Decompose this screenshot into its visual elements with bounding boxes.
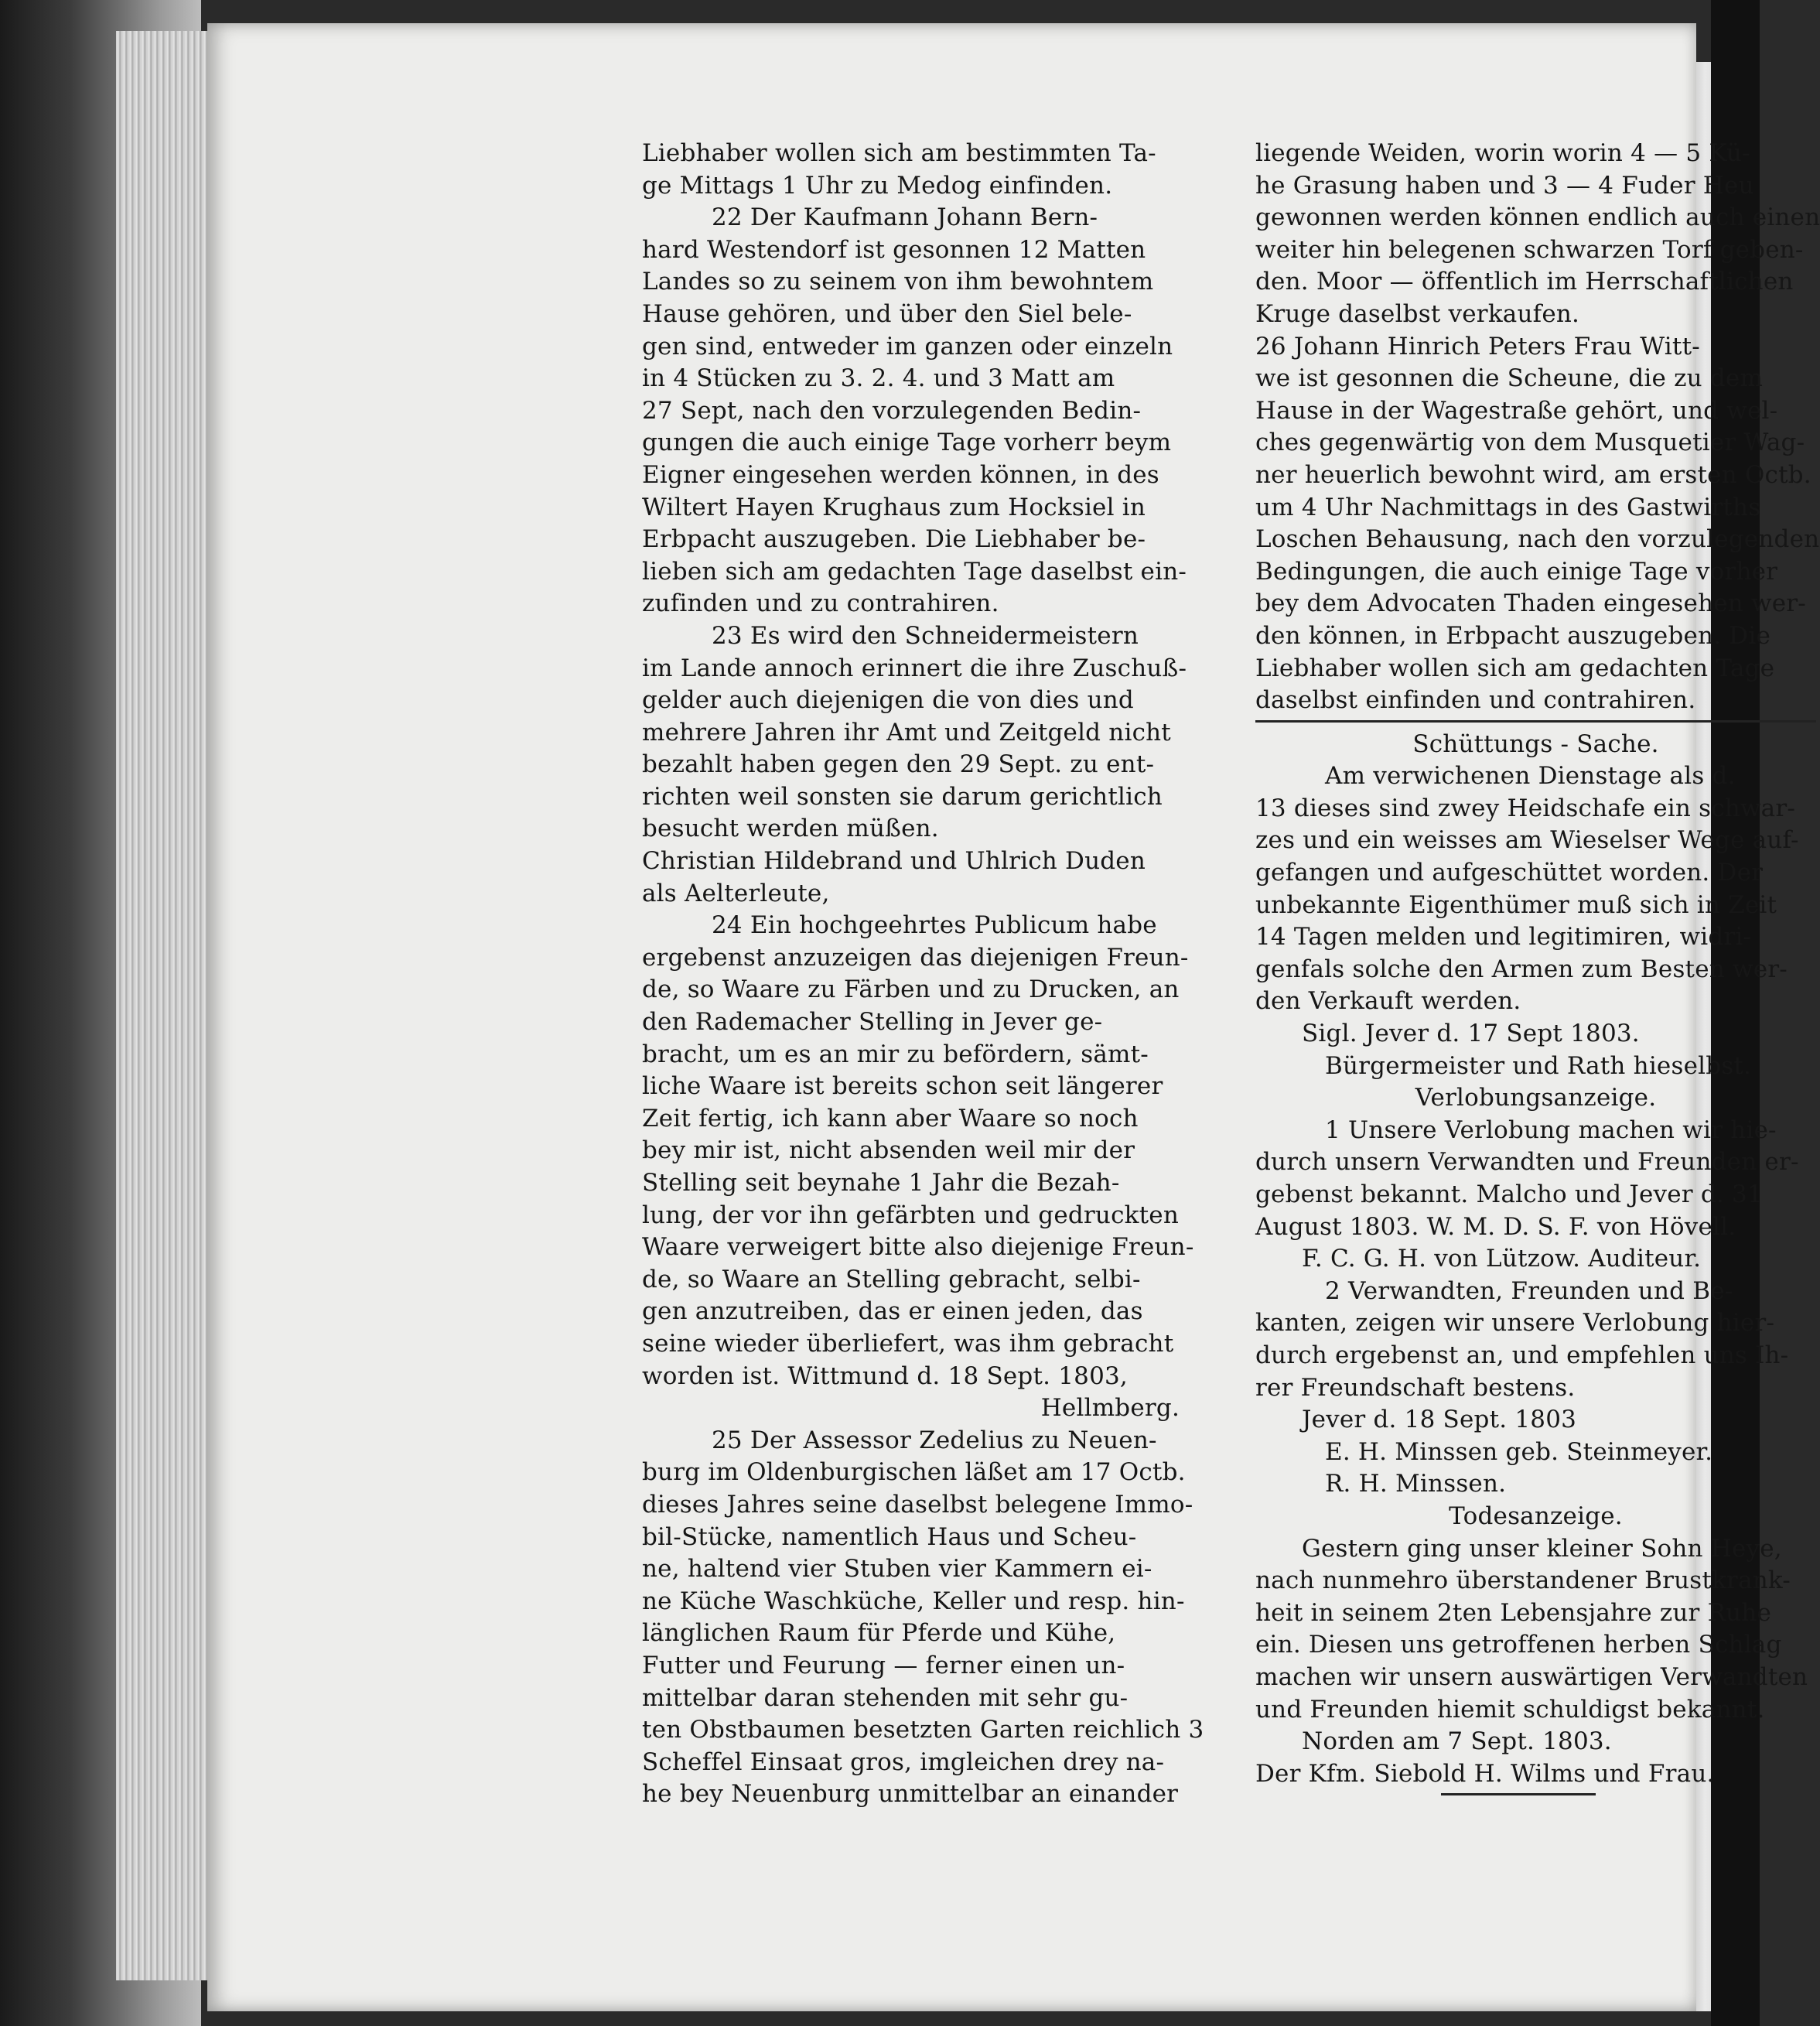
text-line: bracht, um es an mir zu befördern, sämt- xyxy=(642,1040,1149,1068)
text-line: bey mir ist, nicht absenden weil mir der xyxy=(642,1136,1135,1165)
text-line: Zeit fertig, ich kann aber Waare so noch xyxy=(642,1104,1139,1133)
text-line: 25 Der Assessor Zedelius zu Neuen- xyxy=(712,1426,1157,1454)
text-line: dieses Jahres seine daselbst belegene Immo- xyxy=(642,1490,1193,1519)
text-line: nach nunmehro überstandener Brustkrank- xyxy=(1255,1566,1791,1595)
text-line: zufinden und zu contrahiren. xyxy=(642,589,999,618)
text-line: Hause gehören, und über den Siel bele- xyxy=(642,299,1132,328)
text-line: durch ergebenst an, und empfehlen uns Ih- xyxy=(1255,1341,1789,1369)
text-line: Liebhaber wollen sich am bestimmten Ta- xyxy=(642,139,1156,167)
text-line: 14 Tagen melden und legitimiren, widri- xyxy=(1255,923,1752,952)
text-line: bil-Stücke, namentlich Haus und Scheu- xyxy=(642,1522,1137,1551)
text-line: bezahlt haben gegen den 29 Sept. zu ent- xyxy=(642,750,1155,779)
text-line: gewonnen werden können endlich auch einen xyxy=(1255,203,1820,232)
text-line: August 1803. W. M. D. S. F. von Hövell. xyxy=(1255,1212,1736,1241)
text-line: weiter hin belegenen schwarzen Torf geben- xyxy=(1255,235,1804,264)
text-line: ein. Diesen uns getroffenen herben Schlag xyxy=(1255,1631,1782,1659)
text-line: gen anzutreiben, das er einen jeden, das xyxy=(642,1297,1143,1326)
text-line: ne Küche Waschküche, Keller und resp. hin- xyxy=(642,1587,1185,1615)
text-line: burg im Oldenburgischen läßet am 17 Octb. xyxy=(642,1458,1186,1487)
text-line: machen wir unsern auswärtigen Verwandten xyxy=(1255,1662,1808,1691)
text-line: richten weil sonsten sie darum gerichtlich xyxy=(642,782,1163,811)
text-line: Landes so zu seinem von ihm bewohntem xyxy=(642,268,1154,296)
page-edges xyxy=(116,31,217,1980)
text-line: den können, in Erbpacht auszugeben. Die xyxy=(1255,621,1771,650)
text-line: liche Waare ist bereits schon seit längerer xyxy=(642,1072,1163,1101)
text-line: Hellmberg. xyxy=(1040,1394,1180,1423)
text-line: ergebenst anzuzeigen das diejenigen Freun- xyxy=(642,943,1189,972)
text-line: um 4 Uhr Nachmittags in des Gastwirths xyxy=(1255,493,1761,521)
text-line: ner heuerlich bewohnt wird, am ersten Octb. xyxy=(1255,460,1811,489)
text-line: Jever d. 18 Sept. 1803 xyxy=(1302,1406,1577,1434)
right-column-notices xyxy=(1255,138,1820,717)
text-line: Christian Hildebrand und Uhlrich Duden xyxy=(642,847,1146,876)
text-line: heit in seinem 2ten Lebensjahre zur Ruhe xyxy=(1255,1598,1772,1627)
text-line: gen sind, entweder im ganzen oder einzeln xyxy=(642,332,1173,360)
text-line: den Rademacher Stelling in Jever ge- xyxy=(642,1008,1103,1037)
text-line: im Lande annoch erinnert die ihre Zuschuß- xyxy=(642,654,1187,682)
text-line: Todesanzeige. xyxy=(1449,1502,1623,1530)
text-line: und Freunden hiemit schuldigst bekannt. xyxy=(1255,1695,1765,1724)
text-line: unbekannte Eigenthümer muß sich in Zeit xyxy=(1255,890,1777,919)
text-line: ne, haltend vier Stuben vier Kammern ei- xyxy=(642,1555,1152,1584)
newspaper-page xyxy=(207,23,1820,2011)
text-line: hard Westendorf ist gesonnen 12 Matten xyxy=(642,235,1146,264)
right-column-announcements xyxy=(1255,729,1816,1791)
text-line: den Verkauft werden. xyxy=(1255,987,1521,1016)
text-line: 13 dieses sind zwey Heidschafe ein schwar- xyxy=(1255,794,1796,822)
left-column xyxy=(642,138,1203,1811)
text-line: als Aelterleute, xyxy=(642,879,830,907)
text-line: den. Moor — öffentlich im Herrschaftlichen xyxy=(1255,268,1794,296)
text-line: gefangen und aufgeschüttet worden. Der xyxy=(1255,859,1764,887)
text-line: Erbpacht auszugeben. Die Liebhaber be- xyxy=(642,525,1146,554)
section-divider xyxy=(1255,720,1816,723)
text-line: 26 Johann Hinrich Peters Frau Witt- xyxy=(1255,332,1700,360)
text-line: ten Obstbaumen besetzten Garten reichlich 3 xyxy=(642,1716,1204,1744)
text-line: Stelling seit beynahe 1 Jahr die Bezah- xyxy=(642,1169,1120,1197)
text-line: gebenst bekannt. Malcho und Jever d. 31 xyxy=(1255,1180,1763,1208)
text-line: Bürgermeister und Rath hieselbst. xyxy=(1325,1051,1752,1080)
text-line: Kruge daselbst verkaufen. xyxy=(1255,299,1580,328)
text-line: Sigl. Jever d. 17 Sept 1803. xyxy=(1302,1020,1640,1048)
text-line: gelder auch diejenigen die von dies und xyxy=(642,686,1134,715)
text-line: ches gegenwärtig von dem Musquetier Wag- xyxy=(1255,429,1805,457)
text-line: durch unsern Verwandten und Freunden er- xyxy=(1255,1148,1799,1177)
text-line: F. C. G. H. von Lützow. Auditeur. xyxy=(1302,1245,1702,1273)
text-line: he Grasung haben und 3 — 4 Fuder Heu xyxy=(1255,171,1754,200)
text-line: genfals solche den Armen zum Besten wer- xyxy=(1255,955,1788,983)
text-line: kanten, zeigen wir unsere Verlobung hier- xyxy=(1255,1309,1775,1338)
text-line: R. H. Minssen. xyxy=(1325,1470,1507,1498)
end-rule xyxy=(1441,1793,1596,1795)
text-line: mehrere Jahren ihr Amt und Zeitgeld nicht xyxy=(642,718,1171,747)
text-line: rer Freundschaft bestens. xyxy=(1255,1373,1576,1402)
text-line: 1 Unsere Verlobung machen wir hie- xyxy=(1325,1115,1777,1144)
text-line: lieben sich am gedachten Tage daselbst ein- xyxy=(642,557,1187,586)
text-line: 2 Verwandten, Freunden und Be- xyxy=(1325,1276,1733,1305)
text-line: Bedingungen, die auch einige Tage vorher xyxy=(1255,557,1778,586)
text-line: Gestern ging unser kleiner Sohn Heye, xyxy=(1302,1534,1782,1563)
text-line: liegende Weiden, worin worin 4 — 5 Kü- xyxy=(1255,139,1750,167)
text-line: E. H. Minssen geb. Steinmeyer. xyxy=(1325,1437,1713,1466)
text-line: bey dem Advocaten Thaden eingesehen wer- xyxy=(1255,589,1806,618)
text-line: worden ist. Wittmund d. 18 Sept. 1803, xyxy=(642,1361,1128,1390)
text-line: Eigner eingesehen werden können, in des xyxy=(642,460,1159,489)
text-line: gungen die auch einige Tage vorherr beym xyxy=(642,429,1172,457)
text-line: länglichen Raum für Pferde und Kühe, xyxy=(642,1619,1116,1648)
text-line: in 4 Stücken zu 3. 2. 4. und 3 Matt am xyxy=(642,364,1115,393)
text-line: daselbst einfinden und contrahiren. xyxy=(1255,686,1696,715)
text-line: 24 Ein hochgeehrtes Publicum habe xyxy=(712,911,1157,940)
right-column xyxy=(1255,138,1820,1795)
text-line: Scheffel Einsaat gros, imgleichen drey na- xyxy=(642,1748,1165,1776)
text-line: Hause in der Wagestraße gehört, und wel- xyxy=(1255,396,1778,425)
text-line: Schüttungs - Sache. xyxy=(1412,729,1659,758)
text-line: zes und ein weisses am Wieselser Wege auf- xyxy=(1255,826,1799,855)
text-line: he bey Neuenburg unmittelbar an einander xyxy=(642,1780,1179,1809)
text-line: 23 Es wird den Schneidermeistern xyxy=(712,621,1139,650)
text-line: lung, der vor ihn gefärbten und gedruckten xyxy=(642,1201,1180,1229)
text-line: Verlobungsanzeige. xyxy=(1415,1084,1657,1112)
text-line: Liebhaber wollen sich am gedachten Tage xyxy=(1255,654,1775,682)
text-line: we ist gesonnen die Scheune, die zu dem xyxy=(1255,364,1764,393)
text-line: de, so Waare zu Färben und zu Drucken, an xyxy=(642,975,1180,1004)
text-line: Loschen Behausung, nach den vorzulegenden xyxy=(1255,525,1820,554)
text-line: Futter und Feurung — ferner einen un- xyxy=(642,1651,1125,1679)
text-line: de, so Waare an Stelling gebracht, selbi- xyxy=(642,1265,1141,1293)
text-line: Wiltert Hayen Krughaus zum Hocksiel in xyxy=(642,493,1146,521)
text-line: seine wieder überliefert, was ihm gebracht xyxy=(642,1329,1174,1358)
text-line: Norden am 7 Sept. 1803. xyxy=(1302,1727,1612,1756)
text-line: mittelbar daran stehenden mit sehr gu- xyxy=(642,1683,1129,1712)
text-line: besucht werden müßen. xyxy=(642,815,939,843)
text-line: 27 Sept, nach den vorzulegenden Bedin- xyxy=(642,396,1142,425)
text-line: Waare verweigert bitte also diejenige Freun- xyxy=(642,1233,1194,1262)
text-line: Der Kfm. Siebold H. Wilms und Frau. xyxy=(1255,1759,1715,1788)
text-line: 22 Der Kaufmann Johann Bern- xyxy=(712,203,1098,232)
text-line: ge Mittags 1 Uhr zu Medog einfinden. xyxy=(642,171,1113,200)
text-line: Am verwichenen Dienstage als d. xyxy=(1325,762,1736,791)
